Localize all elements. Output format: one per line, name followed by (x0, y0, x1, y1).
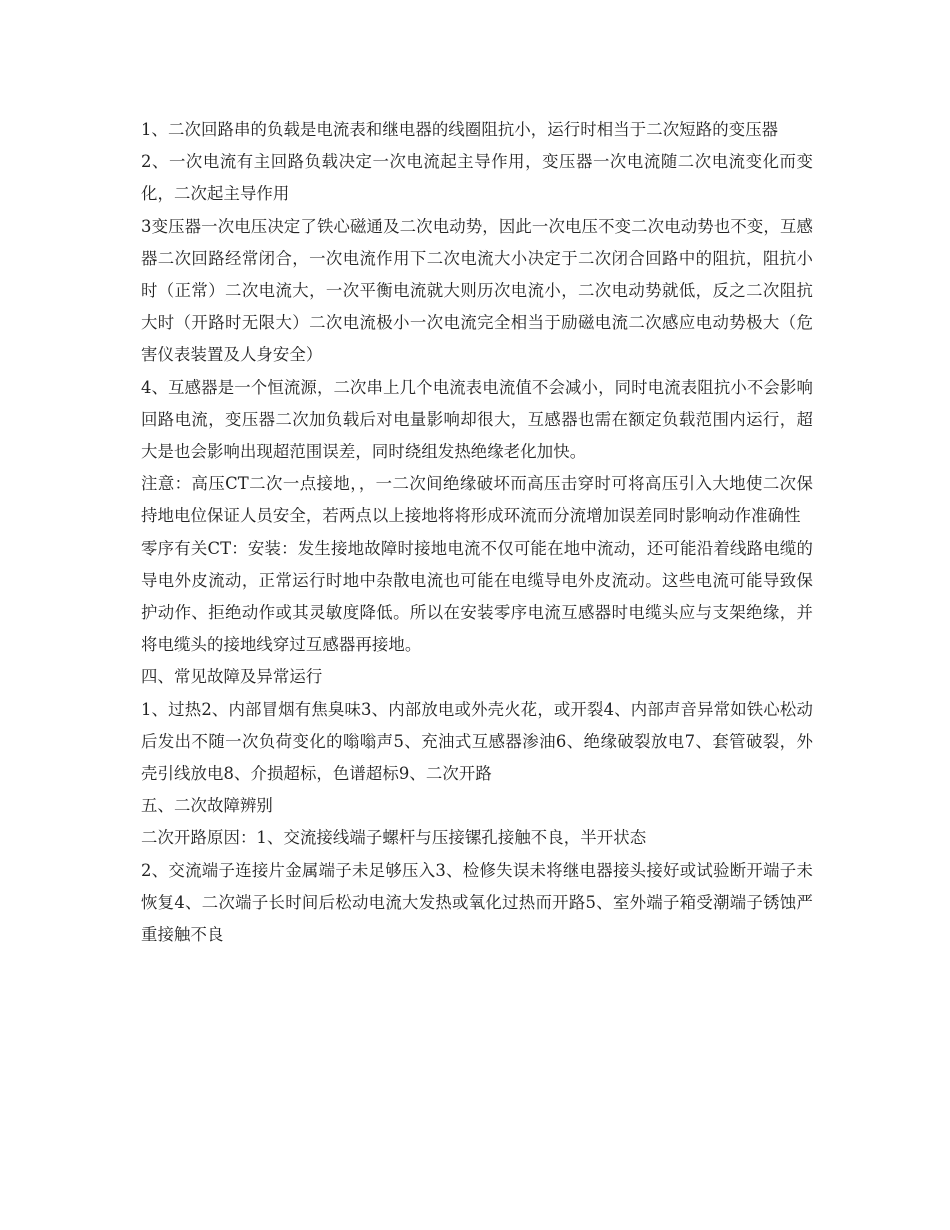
paragraph-constant-current-source: 4、互感器是一个恒流源，二次串上几个电流表电流值不会减小，同时电流表阻抗小不会影响回路电流，变压器二次加负载后对电量影响却很大，互感器也需在额定负载范围内运行，超大是也会影响出现超范围误差，同时绕组发热绝缘老化加快。 (141, 377, 813, 462)
section-heading-common-faults: 四、常见故障及异常运行 (141, 667, 323, 687)
section-heading-secondary-fault: 五、二次故障辨别 (141, 796, 273, 816)
paragraph-grounding-note: 注意：高压CT二次一点接地，，一二次间绝缘破坏而高压击穿时可将高压引入大地使二次保持地电位保证人员安全，若两点以上接地将将形成环流而分流增加误差同时影响动作准确性 (141, 474, 813, 526)
paragraph-zero-sequence-ct: 零序有关CT：安装：发生接地故障时接地电流不仅可能在地中流动，还可能沿着线路电缆的导电外皮流动，正常运行时地中杂散电流也可能在电缆导电外皮流动。这些电流可能导致保护动作、拒绝动作或其灵敏度降低。所以在安装零序电流互感器时电缆头应与支架绝缘，并将电缆头的接地线穿过互感器再接地。 (141, 538, 813, 655)
paragraph-secondary-load: 1、二次回路串的负载是电流表和继电器的线圈阻抗小，运行时相当于二次短路的变压器 (141, 120, 779, 139)
paragraph-primary-current: 2、一次电流有主回路负载决定一次电流起主导作用，变压器一次电流随二次电流变化而变化，二次起主导作用 (141, 152, 813, 204)
paragraph-primary-voltage: 3变压器一次电压决定了铁心磁通及二次电动势，因此一次电压不变二次电动势也不变，互感器二次回路经常闭合，一次电流作用下二次电流大小决定于二次闭合回路中的阻抗，阻抗小时（正常）二次电流大，一次平衡电流就大则历次电流小，二次电动势就低，反之二次阻抗大时（开路时无限大）二次电流极小一次电流完全相当于励磁电流二次感应电动势极大（危害仪表装置及人身安全） (141, 216, 813, 365)
paragraph-open-circuit-causes-continued: 2、交流端子连接片金属端子未足够压入3、检修失误未将继电器接头接好或试验断开端子未恢复4、二次端子长时间后松动电流大发热或氧化过热而开路5、室外端子箱受潮端子锈蚀严重接触不良 (141, 860, 813, 945)
paragraph-open-circuit-causes: 二次开路原因：1、交流接线端子螺杆与压接镙孔接触不良，半开状态 (141, 828, 647, 848)
document-body (141, 114, 813, 951)
paragraph-fault-list: 1、过热2、内部冒烟有焦臭味3、内部放电或外壳火花，或开裂4、内部声音异常如铁心松动后发出不随一次负荷变化的嗡嗡声5、充油式互感器渗油6、绝缘破裂放电7、套管破裂，外壳引线放电8、介损超标，色谱超标9、二次开路 (141, 699, 813, 784)
